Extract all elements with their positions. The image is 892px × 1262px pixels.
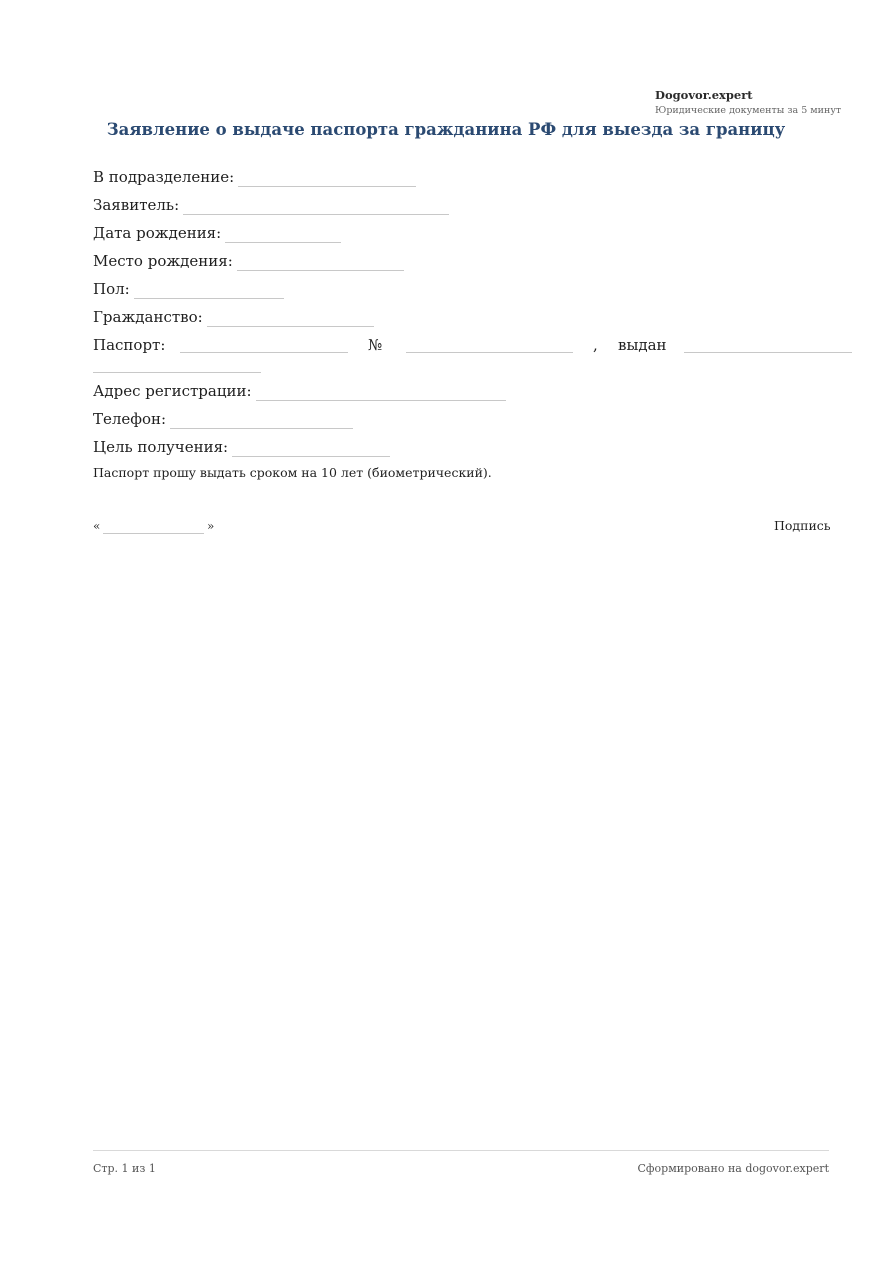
issued-by-blank-continued[interactable] — [93, 372, 261, 373]
passport-number-blank[interactable] — [406, 352, 573, 353]
field-label-sex: Пол: — [93, 280, 130, 298]
field-department — [93, 167, 416, 187]
field-label-citizenship: Гражданство: — [93, 308, 203, 326]
document-title: Заявление о выдаче паспорта гражданина РФ для выезда за границу — [106, 120, 786, 139]
field-address — [93, 381, 506, 401]
field-label-purpose: Цель получения: — [93, 438, 229, 456]
field-citizenship — [93, 307, 374, 327]
citizenship-blank[interactable] — [207, 311, 374, 327]
passport-series-blank[interactable] — [180, 352, 348, 353]
phone-blank[interactable] — [170, 413, 353, 429]
field-birth-date — [93, 223, 341, 243]
issued-by-blank[interactable] — [684, 352, 852, 353]
brand-block — [655, 88, 841, 118]
field-applicant — [93, 195, 449, 215]
comma: , — [593, 336, 598, 354]
date-blank[interactable] — [103, 533, 204, 534]
brand-tagline: Юридические документы за 5 минут — [655, 105, 842, 116]
field-label-department: В подразделение: — [93, 168, 235, 186]
field-label-birth-place: Место рождения: — [93, 252, 233, 270]
field-birth-place — [93, 251, 404, 271]
field-label-address: Адрес регистрации: — [93, 382, 252, 400]
field-purpose — [93, 437, 390, 457]
footer-divider — [93, 1150, 829, 1151]
field-sex — [93, 279, 284, 299]
applicant-blank[interactable] — [183, 199, 449, 215]
field-label-passport: Паспорт: — [93, 336, 166, 354]
date-open-quote: « — [93, 519, 101, 533]
issued-label: выдан — [618, 336, 667, 354]
field-label-applicant: Заявитель: — [93, 196, 180, 214]
department-blank[interactable] — [238, 171, 416, 187]
field-label-phone: Телефон: — [93, 410, 167, 428]
birth-date-blank[interactable] — [225, 227, 341, 243]
address-blank[interactable] — [256, 385, 506, 401]
date-close-quote: » — [207, 519, 215, 533]
generated-note: Сформировано на dogovor.expert — [637, 1162, 829, 1175]
page-counter: Стр. 1 из 1 — [93, 1162, 156, 1175]
birth-place-blank[interactable] — [237, 255, 404, 271]
sex-blank[interactable] — [134, 283, 284, 299]
field-passport-label — [93, 335, 165, 355]
brand-name: Dogovor.expert — [655, 88, 753, 102]
field-phone — [93, 409, 353, 429]
signature-label: Подпись — [774, 518, 831, 533]
field-label-birth-date: Дата рождения: — [93, 224, 222, 242]
number-sign: № — [368, 336, 383, 354]
purpose-blank[interactable] — [232, 441, 390, 457]
passport-term-note: Паспорт прошу выдать сроком на 10 лет (биометрический). — [93, 465, 492, 480]
